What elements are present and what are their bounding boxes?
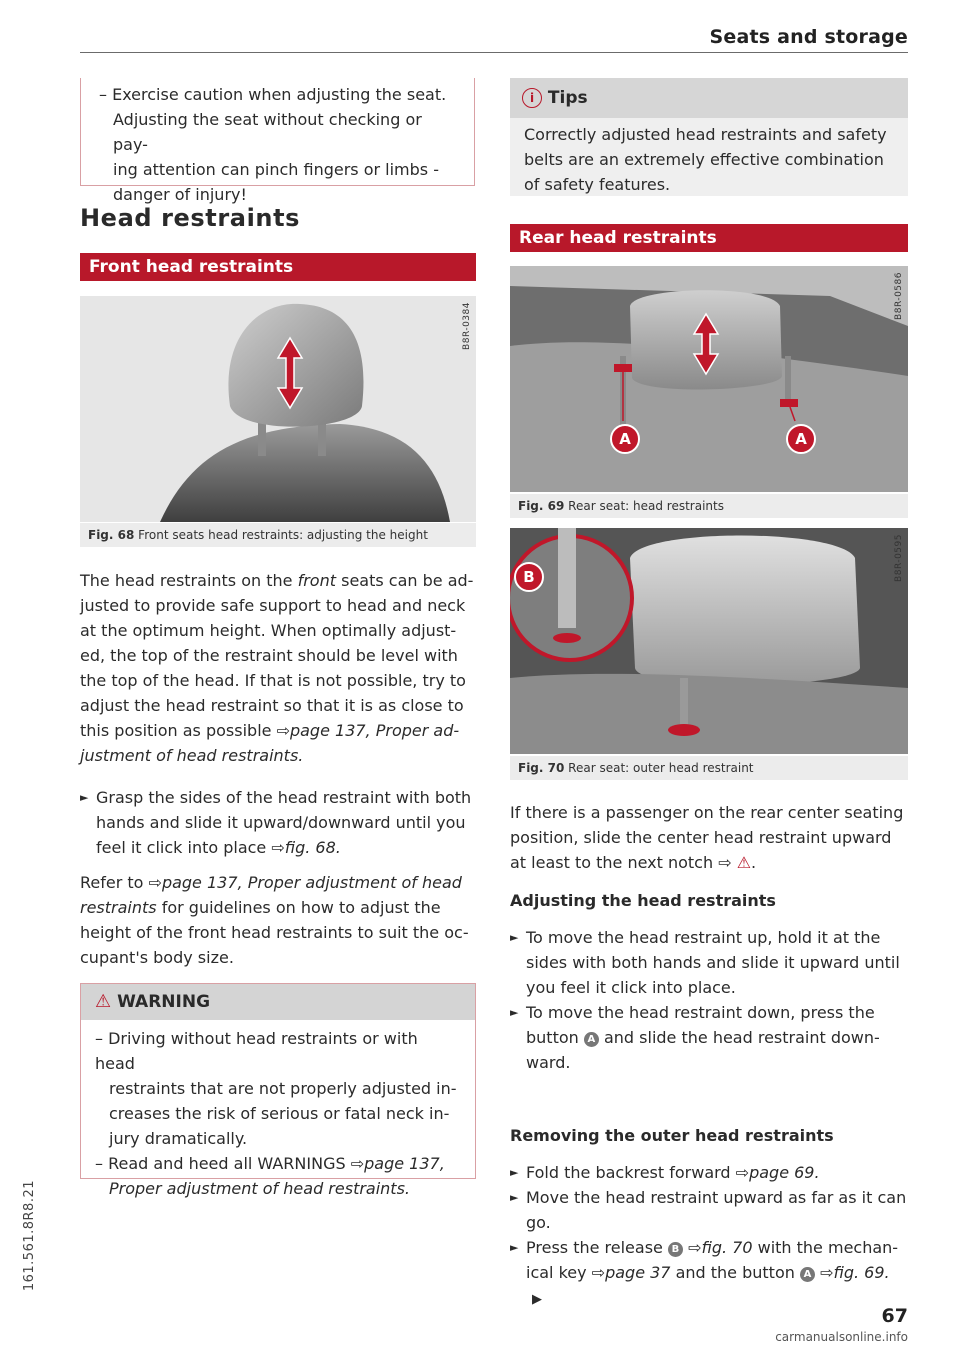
watermark: carmanualsonline.info bbox=[775, 1330, 908, 1344]
fig-69-link[interactable]: fig. 69. bbox=[833, 1263, 890, 1282]
fig-68-link[interactable]: fig. 68. bbox=[284, 838, 341, 857]
page-137-link-3[interactable]: page 137, bbox=[364, 1154, 445, 1173]
page-137-link[interactable]: page 137, Proper ad- bbox=[289, 721, 460, 740]
adjusting-bullets bbox=[510, 925, 908, 1075]
warning-box bbox=[80, 983, 476, 1198]
remove-bullet-2: ► Move the head restraint upward as far as it can go. bbox=[510, 1185, 908, 1235]
figure-70-text: Rear seat: outer head restraint bbox=[568, 761, 754, 775]
figure-68 bbox=[80, 296, 476, 522]
front-refer-paragraph: Refer to ⇨page 137, Proper adjustment of head restraints for guidelines on how to adjust the height of the front head restraints to suit the oc- cupant's body size. bbox=[80, 873, 469, 967]
rear-head-restraints-bar: Rear head restraints bbox=[510, 224, 908, 252]
section-title: Seats and storage bbox=[709, 26, 908, 48]
figure-70-number: Fig. 70 bbox=[518, 761, 565, 775]
caution-box bbox=[80, 78, 475, 204]
adjust-bullet-up: ► To move the head restraint up, hold it at the sides with both hands and slide it upward until you feel it click into place. bbox=[510, 925, 908, 1000]
button-a-icon: A bbox=[800, 1267, 815, 1282]
front-p1-c: seats can be ad- bbox=[341, 571, 474, 590]
front-p1-f: ed, the top of the restraint should be level with bbox=[80, 646, 458, 665]
figure-70 bbox=[510, 528, 908, 754]
page-number: 67 bbox=[881, 1305, 908, 1327]
caution-line-3: ing attention can pinch fingers or limbs - bbox=[113, 160, 439, 179]
bullet-triangle-icon: ► bbox=[510, 1241, 519, 1254]
bullet-triangle-icon: ► bbox=[510, 931, 519, 944]
removing-bullets bbox=[510, 1160, 908, 1312]
front-p1-b: front bbox=[297, 571, 337, 590]
label-a-right: A bbox=[786, 424, 816, 454]
adjusting-subheading: Adjusting the head restraints bbox=[510, 891, 776, 910]
side-code: 161.561.8R8.21 bbox=[22, 1180, 37, 1292]
tips-box bbox=[510, 78, 908, 196]
caution-line-2: Adjusting the seat without checking or pay- bbox=[113, 110, 422, 154]
front-p1-i: this position as possible ⇨ bbox=[80, 721, 290, 740]
front-headrest-illustration bbox=[80, 296, 476, 522]
rear-intro-paragraph: If there is a passenger on the rear center seating position, slide the center head restraint upward at least to the next notch ⇨ ⚠. bbox=[510, 803, 904, 872]
figure-68-number: Fig. 68 bbox=[88, 528, 135, 542]
figure-69 bbox=[510, 266, 908, 492]
front-p1-a: The head restraints on the bbox=[80, 571, 293, 590]
warning-triangle-icon: ⚠ bbox=[95, 991, 112, 1012]
figure-68-caption bbox=[80, 523, 476, 547]
figure-70-caption bbox=[510, 756, 908, 780]
figure-68-text: Front seats head restraints: adjusting the height bbox=[138, 528, 428, 542]
removing-subheading: Removing the outer head restraints bbox=[510, 1126, 834, 1145]
fig-70-link[interactable]: fig. 70 bbox=[701, 1238, 753, 1257]
figure-68-id: B8R-0384 bbox=[462, 302, 472, 350]
tips-title: Tips bbox=[547, 88, 588, 108]
page-137-link-2[interactable]: page 137, Proper adjustment of head bbox=[161, 873, 462, 892]
front-p1-d: justed to provide safe support to head and neck bbox=[80, 596, 466, 615]
button-a-icon: A bbox=[584, 1032, 599, 1047]
header-rule bbox=[80, 52, 908, 53]
warning-body: – Driving without head restraints or with head restraints that are not properly adjusted in- creases the risk of serious or fatal neck in- jury dramatically. – Read and heed all WARNINGS ⇨page 137, Proper adjustment of head restraints. bbox=[95, 1029, 457, 1198]
continue-arrow-icon: ▶ bbox=[532, 1292, 542, 1307]
outer-headrest-illustration bbox=[510, 528, 908, 754]
caution-line-1: – Exercise caution when adjusting the seat. bbox=[99, 85, 447, 104]
front-bullet-list bbox=[80, 785, 476, 860]
bullet-triangle-icon: ► bbox=[80, 791, 89, 804]
front-p1-h: adjust the head restraint so that it is as close to bbox=[80, 696, 464, 715]
figure-70-id: B8R-0595 bbox=[894, 534, 904, 582]
remove-bullet-3: ► Press the release B ⇨fig. 70 with the mechan- ical key ⇨page 37 and the button A ⇨fig. 69. ▶ bbox=[510, 1235, 908, 1312]
front-intro-paragraph bbox=[80, 568, 476, 768]
caution-line-4: danger of injury! bbox=[113, 185, 247, 204]
adjust-bullet-down: ► To move the head restraint down, press the button A and slide the head restraint down- ward. bbox=[510, 1000, 908, 1075]
tips-body: Correctly adjusted head restraints and safety belts are an extremely effective combination of safety features. bbox=[524, 125, 887, 194]
front-p1-g: the top of the head. If that is not possible, try to bbox=[80, 671, 466, 690]
figure-69-id: B8R-0586 bbox=[894, 272, 904, 320]
label-a-left: A bbox=[610, 424, 640, 454]
release-b-icon: B bbox=[668, 1242, 683, 1257]
remove-bullet-1: ► Fold the backrest forward ⇨page 69. bbox=[510, 1160, 908, 1185]
page-37-link[interactable]: page 37 bbox=[605, 1263, 671, 1282]
figure-69-text: Rear seat: head restraints bbox=[568, 499, 724, 513]
info-icon: i bbox=[522, 88, 542, 108]
bullet-triangle-icon: ► bbox=[510, 1006, 519, 1019]
label-b: B bbox=[514, 562, 544, 592]
front-p1-e: at the optimum height. When optimally adjust- bbox=[80, 621, 457, 640]
warning-title: WARNING bbox=[117, 992, 211, 1012]
warning-triangle-icon-inline[interactable]: ⚠ bbox=[736, 853, 752, 872]
figure-69-caption bbox=[510, 494, 908, 518]
page-heading: Head restraints bbox=[80, 204, 301, 232]
tips-header bbox=[510, 78, 908, 118]
front-bullet-1: ► Grasp the sides of the head restraint with both hands and slide it upward/downward until you feel it click into place ⇨fig. 68. bbox=[80, 785, 476, 860]
front-head-restraints-bar: Front head restraints bbox=[80, 253, 476, 281]
bullet-triangle-icon: ► bbox=[510, 1166, 519, 1179]
front-p1-k: justment of head restraints. bbox=[80, 746, 304, 765]
rear-headrest-illustration bbox=[510, 266, 908, 492]
warning-header bbox=[81, 984, 475, 1020]
figure-69-number: Fig. 69 bbox=[518, 499, 565, 513]
page-69-link[interactable]: page 69. bbox=[749, 1163, 820, 1182]
bullet-triangle-icon: ► bbox=[510, 1191, 519, 1204]
